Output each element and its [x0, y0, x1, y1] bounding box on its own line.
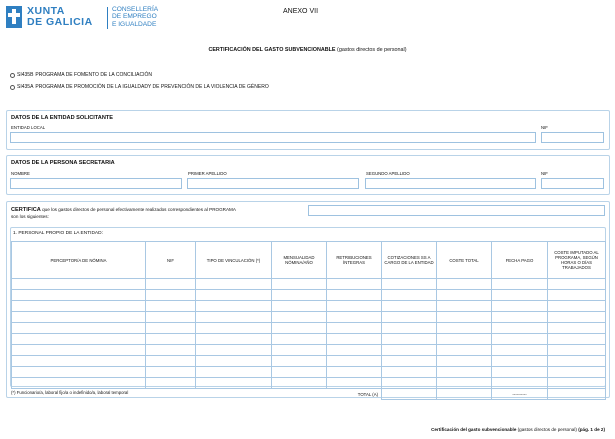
table-cell[interactable]	[12, 356, 146, 367]
table-cell[interactable]	[382, 279, 437, 290]
table-cell[interactable]	[12, 279, 146, 290]
footer-main: Certificación del gasto subvencionable	[431, 427, 517, 432]
logo-divider	[107, 7, 108, 29]
title-main: CERTIFICACIÓN DEL GASTO SUBVENCIONABLE	[208, 47, 336, 53]
table-cell[interactable]	[548, 334, 606, 345]
document-title	[0, 47, 615, 53]
header-coste-total: COSTE TOTAL	[437, 242, 492, 279]
table-cell[interactable]	[548, 367, 606, 378]
table-cell[interactable]	[146, 279, 196, 290]
table-cell[interactable]	[196, 378, 272, 389]
table-cell[interactable]	[146, 334, 196, 345]
table-cell[interactable]	[12, 367, 146, 378]
nombre-field[interactable]	[10, 178, 182, 189]
table-cell[interactable]	[382, 334, 437, 345]
table-cell[interactable]	[382, 367, 437, 378]
title-sub: (gastos directos de personal)	[337, 47, 407, 53]
option-code: SI435A	[17, 84, 34, 90]
table-cell[interactable]	[196, 367, 272, 378]
table-cell[interactable]	[272, 323, 327, 334]
programa-field[interactable]	[308, 205, 605, 216]
conselleria-line-2: DE EMPREGO	[112, 13, 157, 21]
table-header-row	[12, 242, 606, 279]
table-cell[interactable]	[146, 290, 196, 301]
table-cell[interactable]	[146, 345, 196, 356]
table-cell[interactable]	[382, 312, 437, 323]
table-cell[interactable]	[548, 323, 606, 334]
header-nif: NIF	[146, 242, 196, 279]
logo-text	[27, 6, 93, 28]
table-cell[interactable]	[492, 301, 548, 312]
table-cell[interactable]	[196, 290, 272, 301]
table-cell[interactable]	[12, 378, 146, 389]
entidad-nif-field[interactable]	[541, 132, 604, 143]
option-si435a[interactable]	[10, 84, 269, 90]
table-cell[interactable]	[12, 345, 146, 356]
header-coste-imputado: COSTE IMPUTADO AL PROGRAMA, SEGÚN HORAS O DÍAS TRABAJADOS	[548, 242, 606, 279]
footnote: (*) Funcionario/a, laboral fijo/a o indefinido/a, laboral temporal	[11, 390, 129, 395]
table-row	[12, 378, 606, 389]
table-cell[interactable]	[12, 301, 146, 312]
table-row	[12, 367, 606, 378]
personal-table	[11, 241, 606, 400]
anexo-label: ANEXO VII	[283, 8, 319, 15]
total-dashes: ----------	[492, 389, 548, 400]
header-mensualidad: MENSUALIDAD NÓMINA/AÑO	[272, 242, 327, 279]
logo-line-1: XUNTA	[27, 5, 65, 17]
table-cell[interactable]	[437, 378, 492, 389]
table-row	[12, 312, 606, 323]
table-cell[interactable]	[196, 312, 272, 323]
logo-line-2: DE GALICIA	[27, 16, 93, 28]
certifica-text-1: que los gastos directos de personal efectivamente realizados correspondientes al PROGRAMA	[42, 207, 236, 212]
table-cell[interactable]	[196, 301, 272, 312]
table-row	[12, 323, 606, 334]
table-cell[interactable]	[272, 378, 327, 389]
table-cell[interactable]	[548, 290, 606, 301]
table-cell[interactable]	[548, 312, 606, 323]
table-cell[interactable]	[492, 356, 548, 367]
table-cell[interactable]	[327, 367, 382, 378]
header-tipo-vinculacion: TIPO DE VINCULACIÓN (*)	[196, 242, 272, 279]
primer-apellido-field[interactable]	[187, 178, 359, 189]
option-code: SI435B	[17, 72, 34, 78]
table-row	[12, 345, 606, 356]
table-cell[interactable]	[492, 279, 548, 290]
entidad-title: DATOS DE LA ENTIDAD SOLICITANTE	[11, 115, 114, 121]
footer-page: (pág. 1 de 2)	[578, 427, 605, 432]
table-cell[interactable]	[492, 345, 548, 356]
table-cell[interactable]	[196, 334, 272, 345]
table-cell[interactable]	[492, 290, 548, 301]
table-cell[interactable]	[272, 312, 327, 323]
total-label: TOTAL (A)	[357, 391, 378, 397]
table-cell[interactable]	[146, 378, 196, 389]
table-cell[interactable]	[272, 279, 327, 290]
table-cell[interactable]	[327, 312, 382, 323]
table-cell[interactable]	[437, 356, 492, 367]
table-cell[interactable]	[12, 312, 146, 323]
segundo-apellido-label: SEGUNDO APELLIDO	[366, 171, 410, 176]
table-cell[interactable]	[272, 290, 327, 301]
table-cell[interactable]	[492, 378, 548, 389]
page-footer	[431, 427, 605, 432]
primer-apellido-label: PRIMER APELLIDO	[188, 171, 227, 176]
table-cell[interactable]	[492, 367, 548, 378]
table-cell[interactable]	[12, 290, 146, 301]
table-cell[interactable]	[492, 334, 548, 345]
table-cell[interactable]	[382, 345, 437, 356]
conselleria-text	[112, 6, 158, 28]
table-row	[12, 301, 606, 312]
header-retribuciones: RETRIBUCIONES ÍNTEGRAS	[327, 242, 382, 279]
radio-icon[interactable]	[10, 73, 15, 78]
table-cell[interactable]	[437, 290, 492, 301]
table-cell[interactable]	[272, 367, 327, 378]
header-cotizaciones: COTIZACIONES SS A CARGO DE LA ENTIDAD	[382, 242, 437, 279]
table-cell[interactable]	[437, 345, 492, 356]
table-cell[interactable]	[327, 334, 382, 345]
table-cell[interactable]	[327, 301, 382, 312]
entidad-nif-label: NIF	[541, 125, 548, 130]
table-cell[interactable]	[327, 290, 382, 301]
conselleria-line-1: CONSELLERÍA	[112, 6, 159, 13]
table-cell[interactable]	[548, 345, 606, 356]
table-cell[interactable]	[437, 367, 492, 378]
table-cell[interactable]	[492, 312, 548, 323]
certifica-text	[11, 207, 236, 219]
footer-sub: (gastos directos de personal)	[517, 427, 577, 432]
table-cell[interactable]	[146, 356, 196, 367]
table-cell[interactable]	[437, 323, 492, 334]
table-cell[interactable]	[382, 301, 437, 312]
table-cell[interactable]	[196, 279, 272, 290]
conselleria-line-3: E IGUALDADE	[112, 20, 157, 28]
table-cell[interactable]	[382, 378, 437, 389]
table-row	[12, 356, 606, 367]
table-cell[interactable]	[146, 367, 196, 378]
table-cell[interactable]	[327, 345, 382, 356]
total-cell[interactable]	[437, 389, 492, 400]
table-cell[interactable]	[327, 279, 382, 290]
table-cell[interactable]	[327, 323, 382, 334]
table-cell[interactable]	[327, 356, 382, 367]
table-cell[interactable]	[548, 356, 606, 367]
radio-icon[interactable]	[10, 85, 15, 90]
table-cell[interactable]	[272, 334, 327, 345]
table-cell[interactable]	[272, 345, 327, 356]
certifica-text-2: son los siguientes:	[11, 213, 49, 219]
table-row	[12, 290, 606, 301]
table-cell[interactable]	[272, 356, 327, 367]
option-label: PROGRAMA DE FOMENTO DE LA CONCILIACIÓN	[35, 72, 153, 78]
table-cell[interactable]	[196, 345, 272, 356]
certifica-word: CERTIFICA	[11, 207, 41, 213]
table-row	[12, 279, 606, 290]
table-cell[interactable]	[196, 356, 272, 367]
table-cell[interactable]	[437, 279, 492, 290]
table-cell[interactable]	[146, 312, 196, 323]
table-cell[interactable]	[272, 301, 327, 312]
table-cell[interactable]	[548, 301, 606, 312]
table-cell[interactable]	[12, 334, 146, 345]
table-cell[interactable]	[146, 323, 196, 334]
table-cell[interactable]	[492, 323, 548, 334]
total-cell[interactable]	[548, 389, 606, 400]
table-cell[interactable]	[437, 312, 492, 323]
entidad-local-field[interactable]	[10, 132, 536, 143]
entidad-local-label: ENTIDAD LOCAL	[11, 125, 46, 130]
table-section-title: 1. PERSONAL PROPIO DE LA ENTIDAD:	[13, 231, 103, 236]
table-row	[12, 334, 606, 345]
table-cell[interactable]	[437, 301, 492, 312]
table-cell[interactable]	[146, 301, 196, 312]
table-cell[interactable]	[327, 378, 382, 389]
table-cell[interactable]	[382, 356, 437, 367]
table-cell[interactable]	[548, 279, 606, 290]
secretaria-nif-field[interactable]	[541, 178, 604, 189]
secretaria-title: DATOS DE LA PERSONA SECRETARIA	[11, 160, 115, 166]
table-cell[interactable]	[548, 378, 606, 389]
table-cell[interactable]	[437, 334, 492, 345]
table-cell[interactable]	[382, 290, 437, 301]
secretaria-nif-label: NIF	[541, 171, 548, 176]
option-label: PROGRAMA DE PROMOCIÓN DE LA IGUALDADY DE PREVENCIÓN DE LA VIOLENCIA DE GÉNERO	[35, 84, 269, 90]
nombre-label: NOMBRE	[11, 171, 30, 176]
logo	[6, 6, 171, 32]
table-cell[interactable]	[382, 323, 437, 334]
header-perceptor: PERCEPTOR/A DE NÓMINA	[12, 242, 146, 279]
total-cell[interactable]	[382, 389, 437, 400]
shield-icon	[6, 6, 22, 28]
table-cell[interactable]	[12, 323, 146, 334]
header-fecha-pago: FECHA PAGO	[492, 242, 548, 279]
segundo-apellido-field[interactable]	[365, 178, 536, 189]
option-si435b[interactable]	[10, 72, 152, 78]
table-cell[interactable]	[196, 323, 272, 334]
